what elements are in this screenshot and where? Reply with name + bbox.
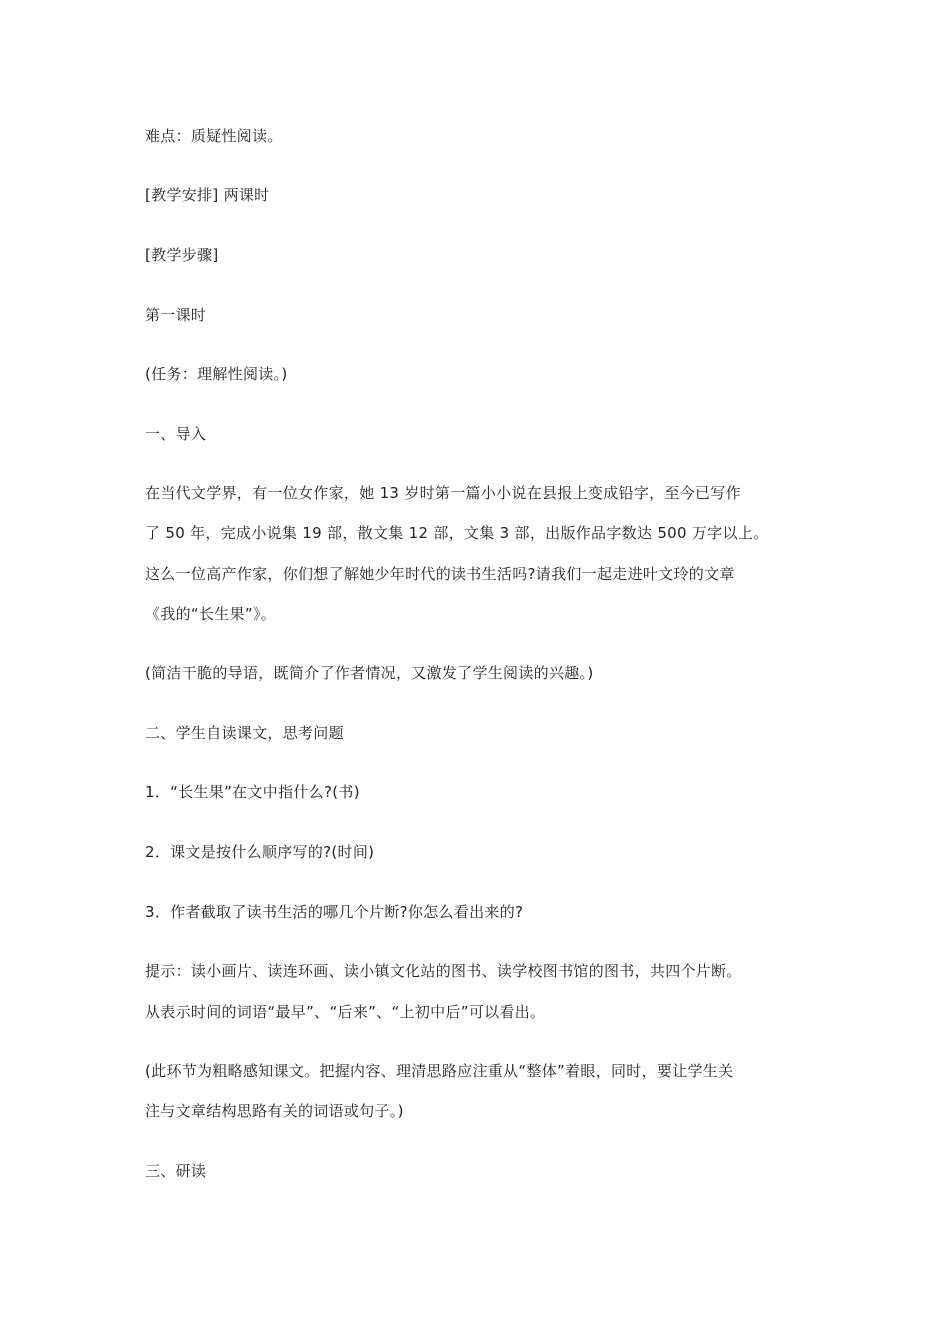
intro-note: (简洁干脆的导语，既简介了作者情况，又激发了学生阅读的兴趣。) — [145, 664, 594, 682]
task-line: (任务：理解性阅读。) — [145, 365, 288, 383]
intro-paragraph-line-1: 在当代文学界，有一位女作家，她 13 岁时第一篇小小说在县报上变成铅字，至今已写作 — [145, 484, 741, 502]
hint-line-2: 从表示时间的词语“最早”、“后来”、“上初中后”可以看出。 — [145, 1003, 546, 1021]
hint-line-1: 提示：读小画片、读连环画、读小镇文化站的图书、读学校图书馆的图书，共四个片断。 — [145, 962, 742, 980]
intro-paragraph-line-3: 这么一位高产作家，你们想了解她少年时代的读书生活吗?请我们一起走进叶文玲的文章 — [145, 565, 735, 583]
section-two-heading: 二、学生自读课文，思考问题 — [145, 724, 344, 742]
schedule-line: [教学安排] 两课时 — [145, 186, 270, 204]
question-2: 2．课文是按什么顺序写的?(时间) — [145, 843, 375, 861]
difficulty-line: 难点：质疑性阅读。 — [145, 127, 283, 145]
section-one-heading: 一、导入 — [145, 425, 207, 443]
section-three-heading: 三、研读 — [145, 1162, 207, 1180]
question-1: 1．“长生果”在文中指什么?(书) — [145, 783, 360, 801]
intro-paragraph-line-4: 《我的“长生果”》。 — [145, 605, 277, 623]
intro-paragraph-line-2: 了 50 年，完成小说集 19 部，散文集 12 部，文集 3 部，出版作品字数达 500 万字以上。 — [145, 524, 769, 542]
question-3: 3．作者截取了读书生活的哪几个片断?你怎么看出来的? — [145, 903, 524, 921]
lesson-one-heading: 第一课时 — [145, 306, 207, 324]
steps-heading: [教学步骤] — [145, 246, 219, 264]
section-note-line-1: (此环节为粗略感知课文。把握内容、理清思路应注重从“整体”着眼，同时，要让学生关 — [145, 1062, 734, 1080]
document-page — [145, 0, 815, 1344]
section-note-line-2: 注与文章结构思路有关的词语或句子。) — [145, 1102, 404, 1120]
